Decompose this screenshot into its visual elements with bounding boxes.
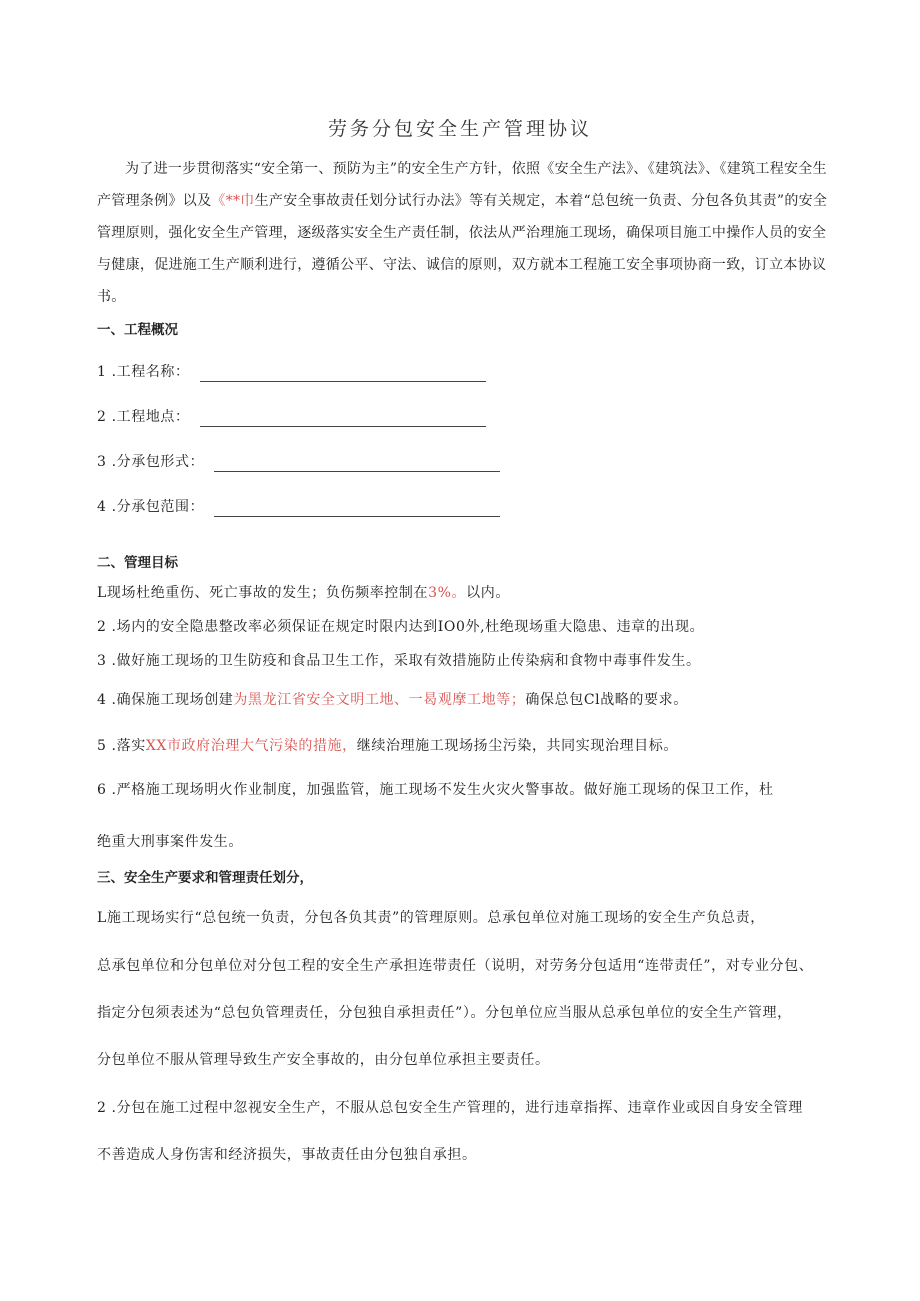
- project-location-blank[interactable]: [200, 412, 486, 427]
- field-project-location: [97, 407, 486, 427]
- requirement-line: 2 .分包在施工过程中忽视安全生产，不服从总包安全生产管理的，进行违章指挥、违章作业或因自身安全管理: [97, 1100, 803, 1116]
- goal-text: L现场杜绝重伤、死亡事故的发生；负伤频率控制在: [97, 585, 429, 601]
- goal-text: 4 .确保施工现场创建: [97, 692, 234, 708]
- field-label: .分承包形式：: [111, 454, 205, 470]
- goal-item-4: [97, 690, 688, 710]
- field-label: .分承包范围：: [111, 499, 205, 515]
- field-subcontract-scope: [97, 497, 500, 517]
- requirement-line: 指定分包须表述为“总包负管理责任，分包独自承担责任”）。分包单位应当服从总承包单位的安全生产管理，: [97, 1005, 792, 1021]
- subcontract-scope-blank[interactable]: [214, 502, 500, 517]
- field-number: 4: [97, 499, 107, 515]
- goal-tail: 继续治理施工现场扬尘污染，共同实现治理目标。: [356, 738, 678, 754]
- requirement-line: 分包单位不服从管理导致生产安全事故的，由分包单位承担主要责任。: [97, 1052, 550, 1068]
- requirement-line: L施工现场实行“总包统一负责，分包各负其责”的管理原则。总承包单位对施工现场的安全生产负总责，: [97, 910, 765, 926]
- intro-paragraph: [97, 153, 837, 313]
- field-subcontract-form: [97, 452, 500, 472]
- section1-heading: 一、工程概况: [97, 322, 178, 338]
- goal-red-text: 为黑龙江省安全文明工地、一曷观摩工地等；: [233, 692, 526, 708]
- requirement-line: 总承包单位和分包单位对分包工程的安全生产承担连带责任（说明，对劳务分包适用“连带责任”，对专业分包、: [97, 958, 814, 974]
- goal-item-6: 6 .严格施工现场明火作业制度，加强监管，施工现场不发生火灾火警事故。做好施工现场的保卫工作，杜: [97, 782, 774, 798]
- field-number: 2: [97, 409, 107, 425]
- goal-item-6-cont: 绝重大刑事案件发生。: [97, 834, 243, 850]
- goal-text: 5 .落实: [97, 738, 146, 754]
- goal-item-3: 3 .做好施工现场的卫生防疫和食品卫生工作，采取有效措施防止传染病和食物中毒事件发生。: [97, 653, 701, 669]
- intro-red-text: 《**巾: [211, 193, 255, 209]
- field-label: .工程名称：: [111, 364, 190, 380]
- goal-item-5: [97, 736, 678, 756]
- field-project-name: [97, 362, 486, 382]
- document-title: 劳务分包安全生产管理协议: [327, 118, 592, 140]
- field-label: .工程地点：: [111, 409, 190, 425]
- project-name-blank[interactable]: [200, 367, 486, 382]
- goal-item-1: [97, 583, 510, 603]
- subcontract-form-blank[interactable]: [214, 457, 500, 472]
- goal-item-2: 2 .场内的安全隐患整改率必须保证在规定时限内达到IO0外,杜绝现场重大隐患、违章的出现。: [97, 619, 705, 635]
- field-number: 1: [97, 364, 107, 380]
- goal-tail: 确保总包Cl战略的要求。: [525, 692, 688, 708]
- goal-red-text: 3%。: [428, 585, 467, 601]
- goal-red-text: XX市政府治理大气污染的措施，: [145, 738, 357, 754]
- section2-heading: 二、管理目标: [97, 555, 178, 571]
- field-number: 3: [97, 454, 107, 470]
- intro-text-2: 生产安全事故责任划分试行办法》等有关规定，本着“总包统一负责、分包各负其责”的安全管理原则，强化安全生产管理，逐级落实安全生产责任制，依法从严治理施工现场，确保项目施工中操作人员的安全与健康，促进施工生产顺利进行，遵循公平、守法、诚信的原则，双方就本工程施工安全事项协商一致，订立本协议书。: [97, 193, 828, 305]
- intro-text-1: 为了进一步贯彻落实“安全第一、预防为主”的安全生产方针，依照《安全生产法》、《建筑法》、《建筑工程安全生产管理条例》以及: [97, 161, 827, 209]
- goal-tail: 以内。: [466, 585, 510, 601]
- section3-heading: 三、安全生产要求和管理责任划分，: [97, 870, 313, 886]
- requirement-line: 不善造成人身伤害和经济损失，事故责任由分包独自承担。: [97, 1147, 477, 1163]
